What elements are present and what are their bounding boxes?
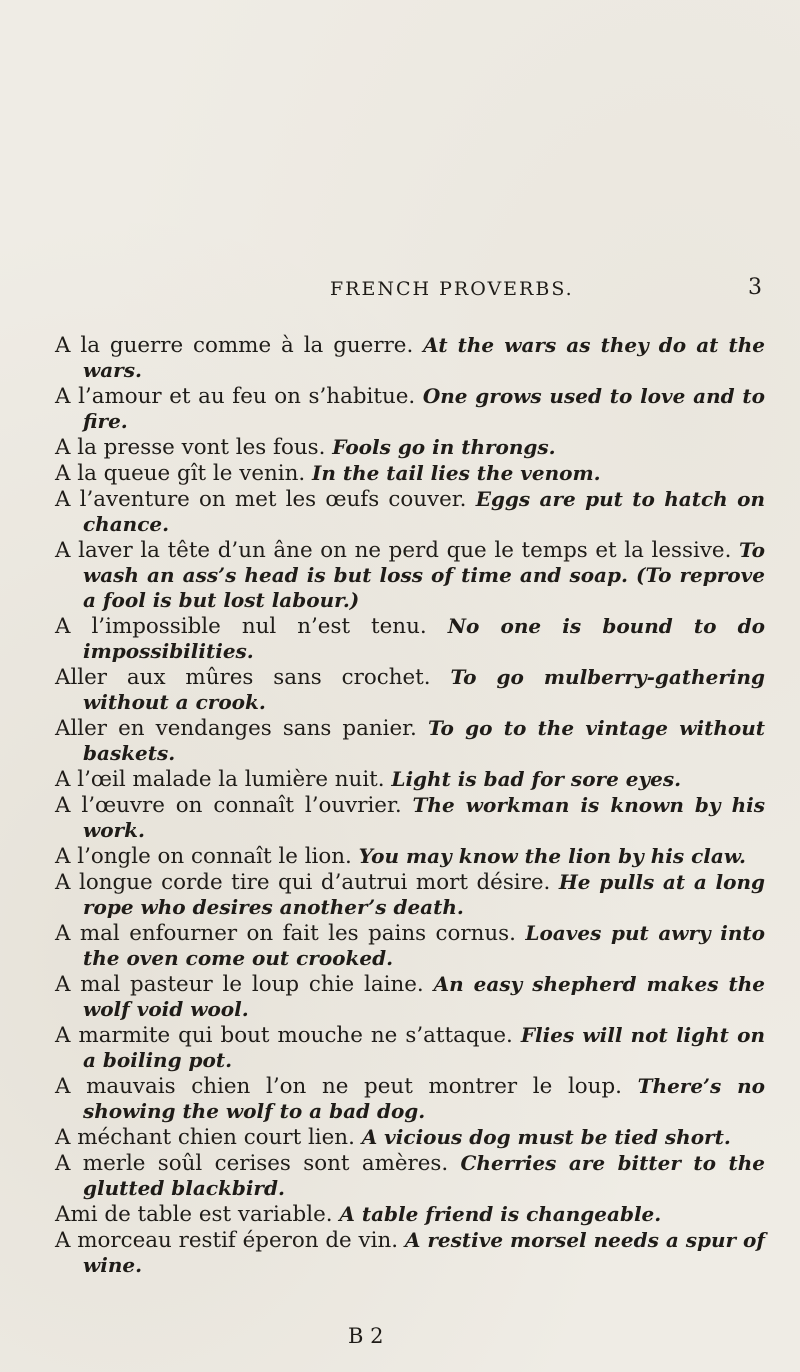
proverb-entry <box>55 1023 765 1073</box>
french-proverb: A la guerre comme à la guerre. <box>55 333 414 358</box>
running-title: FRENCH PROVERBS. <box>330 278 574 300</box>
french-proverb: A mal pasteur le loup chie laine. <box>55 972 424 997</box>
proverb-entry <box>55 972 765 1022</box>
proverb-entry <box>55 665 765 715</box>
french-proverb: A merle soûl cerises sont amères. <box>55 1151 449 1176</box>
english-translation: Loaves put awry into the oven come out crooked. <box>83 921 765 970</box>
signature-text: B 2 <box>348 1324 384 1348</box>
page-number: 3 <box>748 275 762 300</box>
proverb-entry <box>55 1125 765 1150</box>
proverb-entry <box>55 1151 765 1201</box>
english-translation: One grows used to love and to fire. <box>83 384 765 433</box>
french-proverb: A marmite qui bout mouche ne s’attaque. <box>55 1023 513 1048</box>
proverb-entry <box>55 461 765 486</box>
french-proverb: Ami de table est variable. <box>55 1202 333 1227</box>
proverb-entry <box>55 844 765 869</box>
french-proverb: Aller aux mûres sans crochet. <box>55 665 431 690</box>
french-proverb: A l’ongle on connaît le lion. <box>55 844 352 869</box>
french-proverb: A l’œuvre on connaît l’ouvrier. <box>55 793 402 818</box>
proverb-entry <box>55 767 765 792</box>
french-proverb: A morceau restif éperon de vin. <box>55 1228 399 1253</box>
proverb-entry <box>55 435 765 460</box>
french-proverb: A méchant chien court lien. <box>55 1125 355 1150</box>
french-proverb: A l’œil malade la lumière nuit. <box>55 767 385 792</box>
proverb-entry <box>55 487 765 537</box>
french-proverb: A l’aventure on met les œufs couver. <box>55 487 467 512</box>
french-proverb: Aller en vendanges sans panier. <box>55 716 417 741</box>
english-translation: The workman is known by his work. <box>83 793 765 842</box>
english-translation: To go to the vintage without baskets. <box>83 716 765 765</box>
english-translation: You may know the lion by his claw. <box>358 844 746 868</box>
proverb-entry <box>55 870 765 920</box>
french-proverb: A mauvais chien l’on ne peut montrer le loup. <box>55 1074 622 1099</box>
proverb-list <box>55 333 765 1279</box>
english-translation: He pulls at a long rope who desires another’s death. <box>83 870 765 919</box>
proverb-entry <box>55 716 765 766</box>
english-translation: Cherries are bitter to the glutted blackbird. <box>83 1151 765 1200</box>
english-translation: Eggs are put to hatch on chance. <box>83 487 765 536</box>
proverb-entry <box>55 921 765 971</box>
proverb-entry <box>55 333 765 383</box>
english-translation: To go mulberry-gathering without a crook. <box>83 665 765 714</box>
french-proverb: A l’impossible nul n’est tenu. <box>55 614 427 639</box>
english-translation: Fools go in throngs. <box>332 435 556 459</box>
english-translation: Flies will not light on a boiling pot. <box>83 1023 765 1072</box>
english-translation: A table friend is changeable. <box>339 1202 662 1226</box>
running-head <box>0 275 800 310</box>
proverb-entry <box>55 1202 765 1227</box>
proverb-entry <box>55 1228 765 1278</box>
english-translation: An easy shepherd makes the wolf void wool. <box>83 972 765 1021</box>
english-translation: A restive morsel needs a spur of wine. <box>83 1228 765 1277</box>
english-translation: No one is bound to do impossibilities. <box>83 614 765 663</box>
french-proverb: A la queue gît le venin. <box>55 461 306 486</box>
french-proverb: A l’amour et au feu on s’habitue. <box>55 384 416 409</box>
english-translation: A vicious dog must be tied short. <box>361 1125 731 1149</box>
french-proverb: A longue corde tire qui d’autrui mort désire. <box>55 870 551 895</box>
english-translation: To wash an ass’s head is but loss of time and soap. (To reprove a fool is but lost labour.) <box>83 538 765 612</box>
english-translation: In the tail lies the venom. <box>311 461 601 485</box>
proverb-entry <box>55 793 765 843</box>
french-proverb: A mal enfourner on fait les pains cornus. <box>55 921 516 946</box>
proverb-entry <box>55 384 765 434</box>
english-translation: There’s no showing the wolf to a bad dog. <box>83 1074 765 1123</box>
proverb-entry <box>55 614 765 664</box>
proverb-entry <box>55 1074 765 1124</box>
english-translation: At the wars as they do at the wars. <box>83 333 765 382</box>
english-translation: Light is bad for sore eyes. <box>391 767 682 791</box>
proverb-entry <box>55 538 765 613</box>
french-proverb: A laver la tête d’un âne on ne perd que le temps et la lessive. <box>55 538 732 563</box>
french-proverb: A la presse vont les fous. <box>55 435 326 460</box>
